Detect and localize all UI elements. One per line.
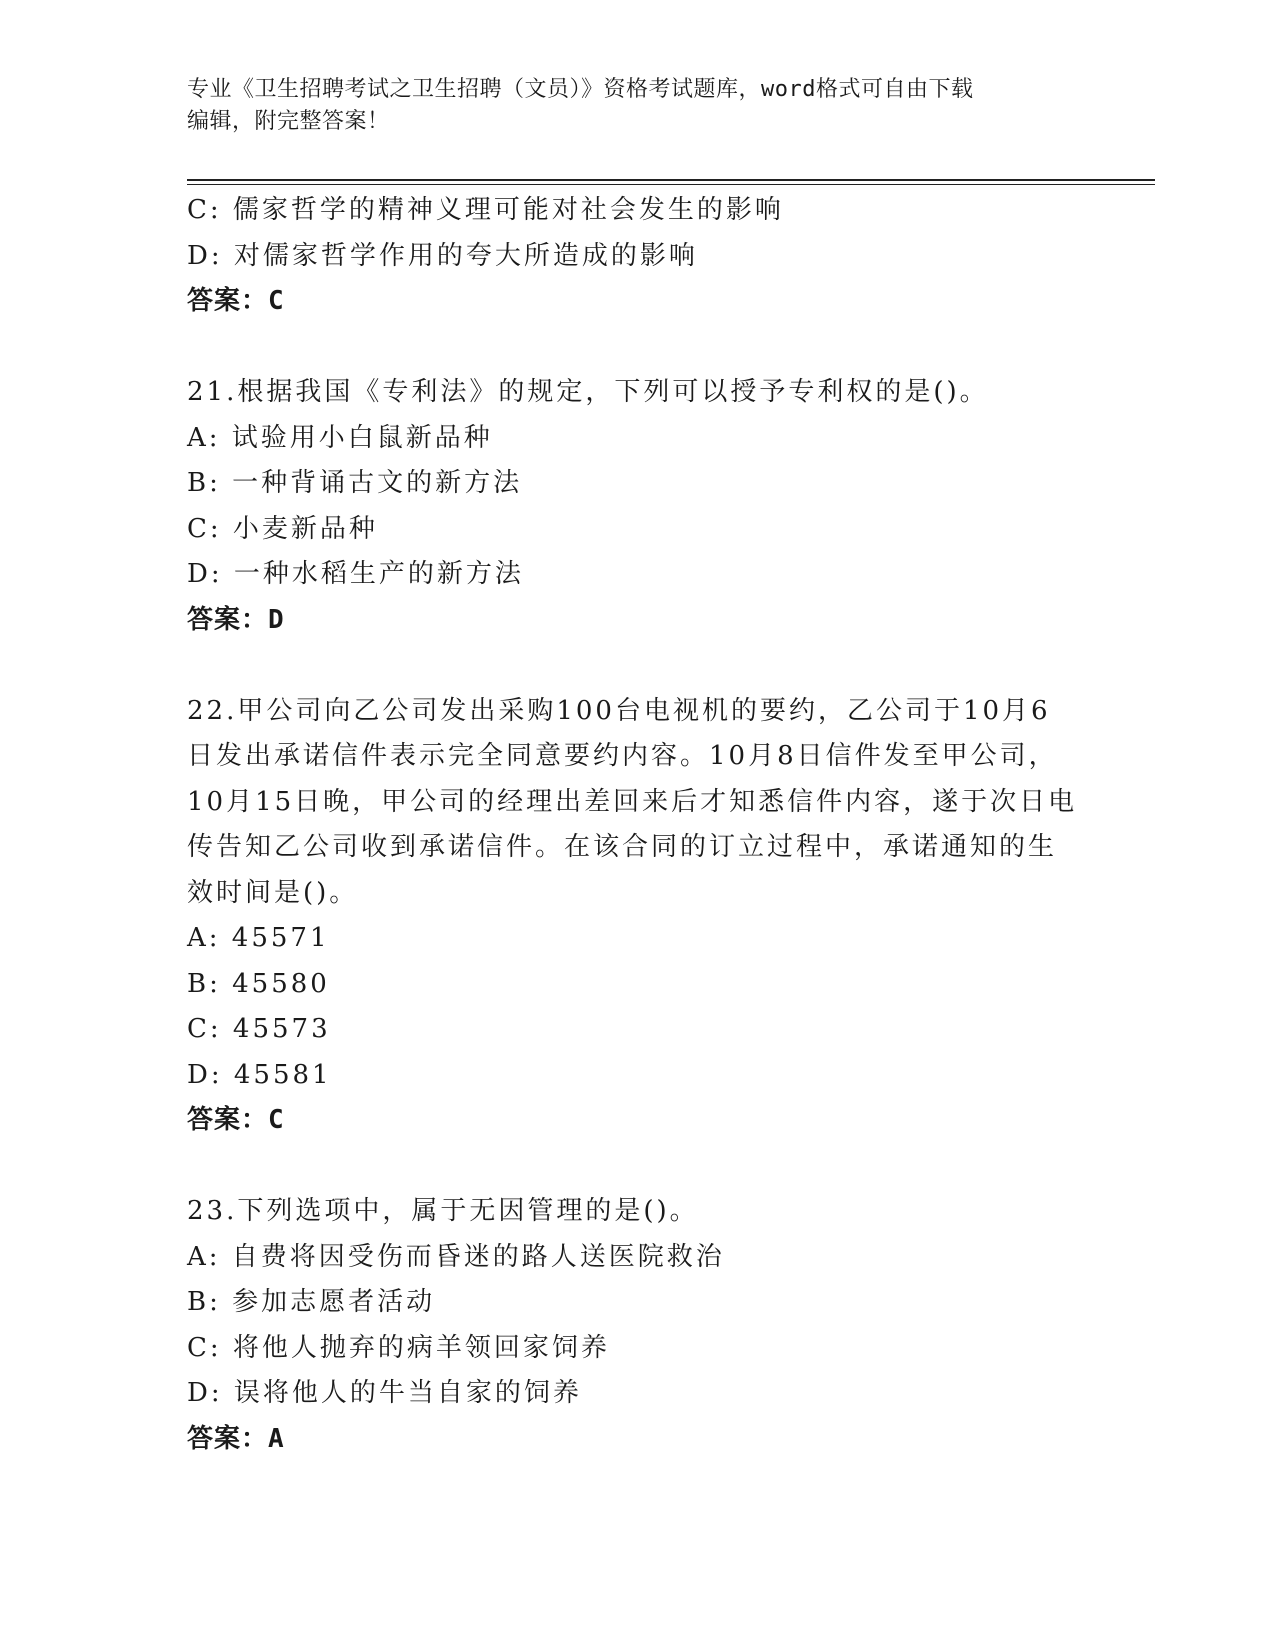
option-a: A: 试验用小白鼠新品种 [187, 422, 493, 453]
answer: 答案：A [187, 1423, 285, 1454]
option-d: D: 对儒家哲学作用的夸大所造成的影响 [187, 240, 698, 271]
question-stem-line-2: 日发出承诺信件表示完全同意要约内容。10月8日信件发至甲公司， [187, 741, 1058, 771]
question-stem: 21.根据我国《专利法》的规定，下列可以授予专利权的是()。 [187, 377, 989, 407]
option-d: D: 误将他人的牛当自家的饲养 [187, 1378, 582, 1408]
question-stem-line-1: 22.甲公司向乙公司发出采购100台电视机的要约，乙公司于10月6 [187, 695, 1051, 726]
header-line-2: 编辑，附完整答案！ [187, 109, 390, 134]
document-header [187, 74, 1087, 138]
option-b: B: 45580 [187, 968, 330, 999]
question-stem-line-5: 效时间是()。 [187, 877, 359, 908]
question-20-continued [187, 188, 1087, 325]
question-list [187, 188, 1087, 1462]
spacer [187, 1144, 1087, 1190]
option-c: C: 45573 [187, 1014, 331, 1044]
question-stem-line-3: 10月15日晚，甲公司的经理出差回来后才知悉信件内容，遂于次日电 [187, 786, 1078, 817]
option-d: D: 45581 [187, 1059, 332, 1090]
question-stem: 23.下列选项中，属于无因管理的是()。 [187, 1196, 699, 1226]
option-c: C: 将他人抛弃的病羊领回家饲养 [187, 1332, 610, 1363]
question-23 [187, 1189, 1087, 1462]
option-b: B: 参加志愿者活动 [187, 1287, 436, 1317]
option-d: D: 一种水稻生产的新方法 [187, 559, 524, 589]
option-c: C: 儒家哲学的精神义理可能对社会发生的影响 [187, 195, 784, 225]
question-22 [187, 689, 1087, 1144]
option-a: A: 45571 [187, 923, 330, 953]
header-line-1: 专业《卫生招聘考试之卫生招聘（文员）》资格考试题库，word格式可自由下载 [187, 77, 974, 102]
header-divider-thin [187, 184, 1155, 185]
option-b: B: 一种背诵古文的新方法 [187, 468, 523, 498]
header-divider-thick [187, 179, 1155, 181]
answer: 答案：C [187, 286, 285, 316]
spacer [187, 643, 1087, 689]
answer: 答案：C [187, 1105, 285, 1135]
question-21 [187, 370, 1087, 643]
spacer [187, 325, 1087, 371]
answer: 答案：D [187, 604, 285, 635]
option-c: C: 小麦新品种 [187, 513, 378, 544]
question-stem-line-4: 传告知乙公司收到承诺信件。在该合同的订立过程中，承诺通知的生 [187, 832, 1058, 862]
option-a: A: 自费将因受伤而昏迷的路人送医院救治 [187, 1241, 725, 1272]
